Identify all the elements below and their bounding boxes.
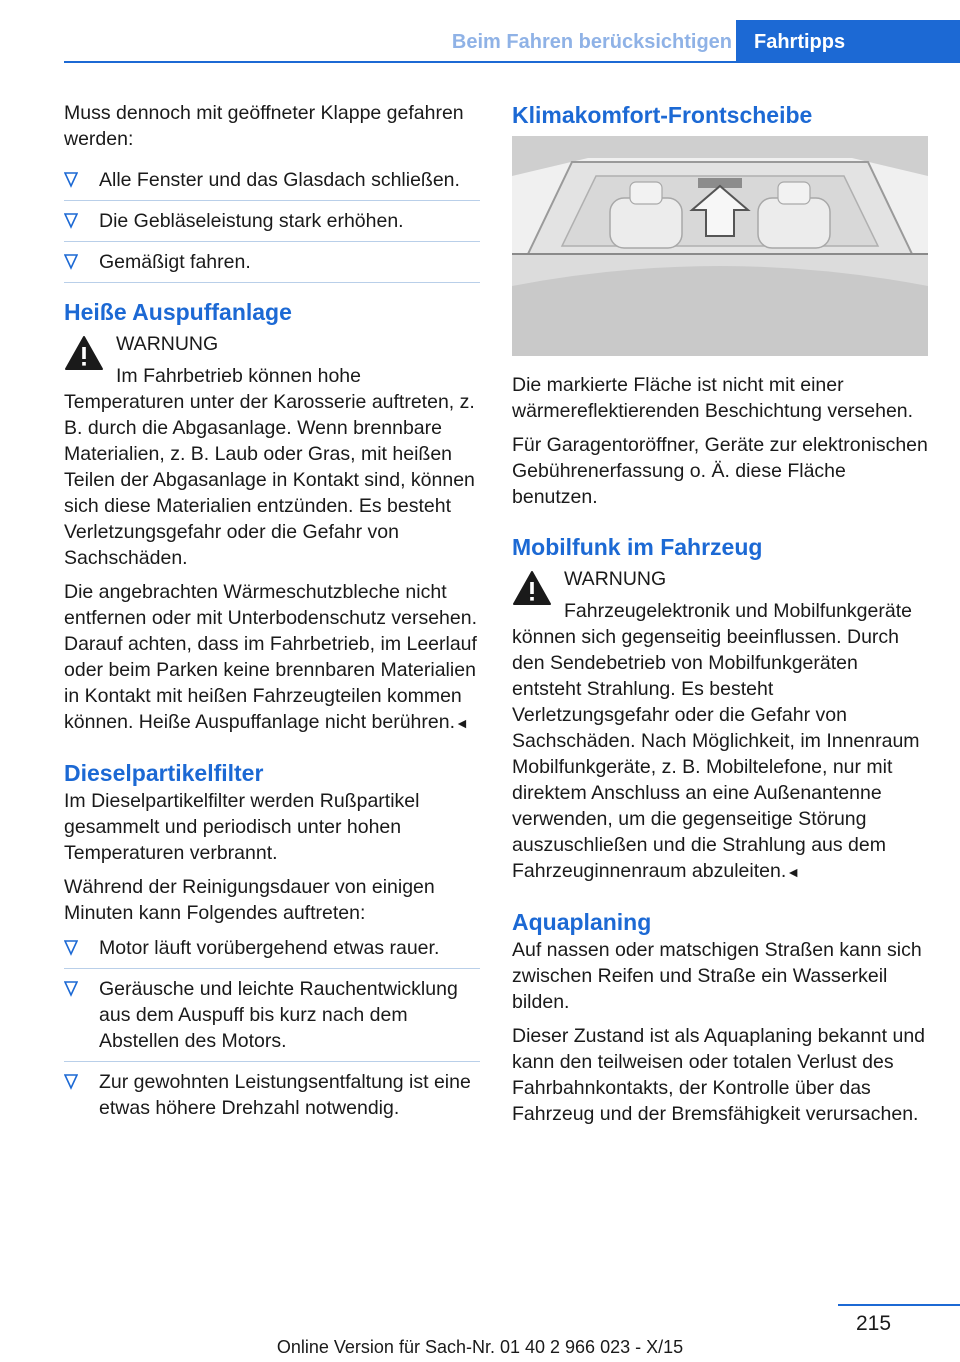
exhaust-paragraph xyxy=(64,579,480,736)
triangle-bullet-icon xyxy=(64,172,78,188)
triangle-bullet-icon xyxy=(64,940,78,956)
measures-list xyxy=(64,160,480,283)
warning-text-body: Fahrzeugelektronik und Mobilfunkgeräte können sich gegenseitig beeinflussen. Durch den Sendebetrieb von Mobilfunkgeräten entsteht Strahlung. Es besteht Verletzungsgefahr oder die Gefahr von Sachschäden. Nach Möglichkeit, im Innenraum Mobilfunkgeräte, z. B. Mobiltelefone, nur mit direktem Anschluss an eine Außenantenne verwenden, um die gegenseitige Störung auszuschließen und die Strahlung aus dem Fahrzeuginnenraum abzuleiten. xyxy=(512,600,920,882)
list-item-text: Zur gewohnten Leistungsentfaltung ist eine etwas höhere Drehzahl notwendig. xyxy=(99,1071,471,1119)
list-item-text: Gemäßigt fahren. xyxy=(99,251,251,273)
triangle-bullet-icon xyxy=(64,981,78,997)
header-rule xyxy=(64,61,960,63)
section-title-aquaplaning: Aquaplaning xyxy=(512,909,652,935)
list-item xyxy=(64,242,480,283)
diesel-effects-list xyxy=(64,928,480,1128)
running-header-section: Beim Fahren berücksichtigen xyxy=(451,31,732,53)
warning-icon xyxy=(64,335,104,371)
left-column xyxy=(64,100,480,1142)
warning-label: WARNUNG xyxy=(116,333,219,355)
triangle-bullet-icon xyxy=(64,254,78,270)
windshield-paragraph-1: Die markierte Fläche ist nicht mit einer wärmereflektierenden Beschichtung versehen. xyxy=(512,374,914,422)
list-item-text: Motor läuft vorübergehend etwas rauer. xyxy=(99,937,440,959)
windshield-figure xyxy=(512,136,928,356)
warning-icon xyxy=(512,570,552,606)
triangle-bullet-icon xyxy=(64,1074,78,1090)
list-item xyxy=(64,969,480,1062)
warning-label: WARNUNG xyxy=(564,568,667,590)
windshield-illustration xyxy=(512,136,928,356)
warning-text xyxy=(64,363,480,571)
list-item-text: Alle Fenster und das Glasdach schließen. xyxy=(99,169,460,191)
aquaplaning-paragraph-1: Auf nassen oder matschigen Straßen kann sich zwischen Reifen und Straße ein Wasserkeil bilden. xyxy=(512,939,922,1013)
section-title-diesel: Dieselpartikelfilter xyxy=(64,760,264,786)
warning-block-exhaust xyxy=(64,331,480,571)
right-column xyxy=(512,100,928,1135)
list-item-text: Die Gebläseleistung stark erhöhen. xyxy=(99,210,404,232)
triangle-bullet-icon xyxy=(64,213,78,229)
list-item-text: Geräusche und leichte Rauchentwicklung aus dem Auspuff bis kurz nach dem Abstellen des Motors. xyxy=(99,978,458,1052)
list-item xyxy=(64,201,480,242)
page-number: 215 xyxy=(856,1312,892,1335)
list-item xyxy=(64,928,480,969)
intro-paragraph: Muss dennoch mit geöffneter Klappe gefahren werden: xyxy=(64,102,464,150)
warning-text-body: Im Fahrbetrieb können hohe Temperaturen unter der Karosserie auftreten, z. B. durch die Abgasanlage. Wenn brennbare Materialien, z. B. Laub oder Gras, mit heißen Teilen der Abgasanlage in Kontakt sind, können sich diese Materialien entzünden. Es besteht Verletzungsgefahr oder die Gefahr von Sachschäden. xyxy=(64,365,475,569)
section-title-mobile: Mobilfunk im Fahrzeug xyxy=(512,534,763,560)
diesel-paragraph-1: Im Dieselpartikelfilter werden Rußpartikel gesammelt und periodisch unter hohen Temperaturen verbrannt. xyxy=(64,790,420,864)
list-item xyxy=(64,160,480,201)
aquaplaning-paragraph-2: Dieser Zustand ist als Aquaplaning bekannt und kann den teilweisen oder totalen Verlust des Fahrbahnkontakts, der Kontrolle über das Fahrzeug und der Bremsfähigkeit verursachen. xyxy=(512,1025,926,1125)
section-title-windshield: Klimakomfort-Frontscheibe xyxy=(512,102,813,128)
warning-text xyxy=(512,598,928,885)
diesel-paragraph-2: Während der Reinigungsdauer von einigen Minuten kann Folgendes auftreten: xyxy=(64,876,435,924)
section-title-exhaust: Heiße Auspuffanlage xyxy=(64,299,292,325)
exhaust-paragraph-text: Die angebrachten Wärmeschutzbleche nicht entfernen oder mit Unterbodenschutz versehen. Darauf achten, dass im Fahrbetrieb, im Leerlauf oder beim Parken keine brennbaren Materialien in Kontakt mit heißen Fahrzeugteilen kommen können. Heiße Auspuffanlage nicht berühren. xyxy=(64,581,477,733)
windshield-paragraph-2: Für Garagentoröffner, Geräte zur elektronischen Gebührenerfassung o. Ä. diese Fläche benutzen. xyxy=(512,434,928,508)
footer-rule xyxy=(838,1304,960,1306)
warning-block-mobile xyxy=(512,566,928,885)
list-item xyxy=(64,1062,480,1128)
running-header-tab: Fahrtipps xyxy=(736,20,960,63)
footer-version-text: Online Version für Sach-Nr. 01 40 2 966 023 - X/15 xyxy=(276,1337,684,1357)
end-mark: ◄ xyxy=(455,715,469,731)
end-mark: ◄ xyxy=(786,864,801,880)
